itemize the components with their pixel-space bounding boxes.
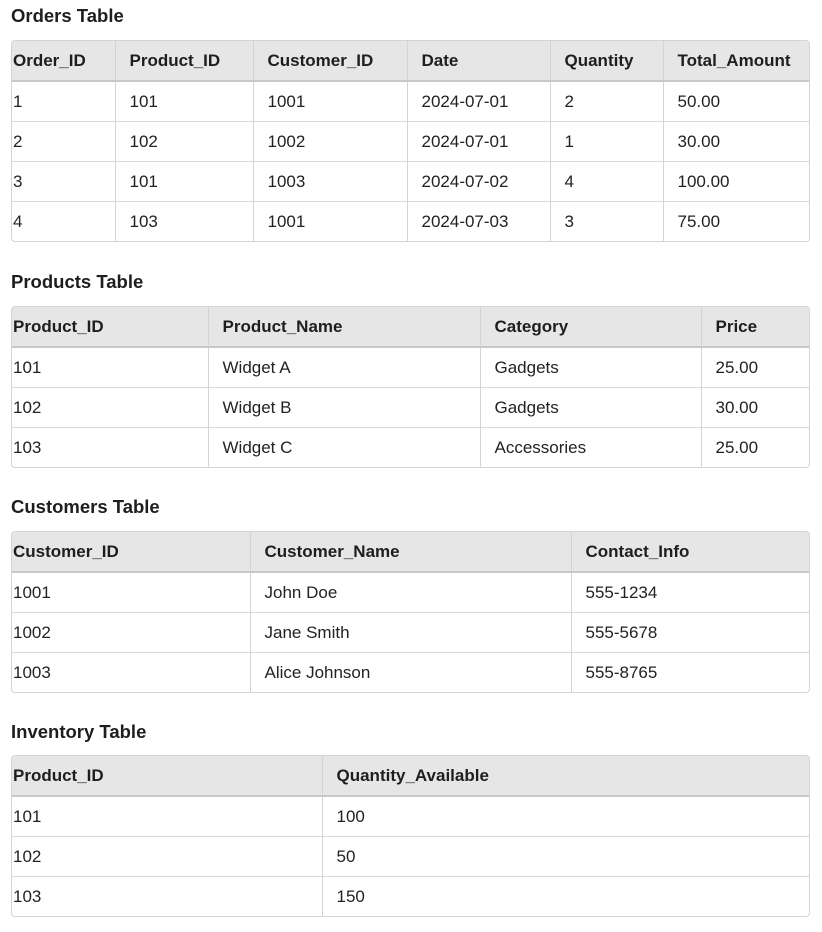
table-cell: 1001	[253, 81, 407, 122]
table-cell: 1001	[12, 572, 250, 613]
table-cell: 75.00	[663, 202, 809, 242]
table-row	[12, 162, 809, 202]
table-cell: 555-1234	[585, 582, 658, 602]
customers-table	[12, 532, 809, 692]
table-row	[12, 202, 809, 242]
table-row	[12, 388, 809, 428]
table-cell: Jane Smith	[250, 613, 571, 653]
inventory-col-quantity-available: Quantity_Available	[322, 756, 809, 796]
customers-col-contact-info: Contact_Info	[571, 532, 809, 572]
table-cell: 4	[12, 202, 115, 242]
table-row	[12, 347, 809, 388]
orders-col-total-amount: Total_Amount	[663, 41, 809, 81]
table-cell: 102	[12, 837, 322, 877]
customers-header-row	[12, 532, 809, 572]
table-cell: 50	[322, 837, 809, 877]
table-row	[12, 796, 809, 837]
orders-col-product-id: Product_ID	[115, 41, 253, 81]
table-row	[12, 572, 809, 613]
table-row	[12, 877, 809, 917]
customers-col-customer-name: Customer_Name	[250, 532, 571, 572]
table-cell: 1	[12, 81, 115, 122]
products-table-wrapper	[11, 306, 810, 468]
table-cell: 101	[12, 347, 208, 388]
table-cell: 1003	[253, 162, 407, 202]
inventory-table-title: Inventory Table	[11, 721, 147, 742]
table-row	[12, 837, 809, 877]
orders-section	[11, 1, 811, 242]
products-col-product-id: Product_ID	[12, 307, 208, 347]
table-cell: 4	[550, 162, 663, 202]
inventory-header-row	[12, 756, 809, 796]
table-cell: 101	[12, 796, 322, 837]
orders-table	[12, 41, 809, 241]
orders-col-date: Date	[407, 41, 550, 81]
table-cell: Widget B	[208, 388, 480, 428]
inventory-table-wrapper	[11, 755, 810, 917]
table-cell: 101	[115, 162, 253, 202]
table-cell: 2024-07-01	[407, 81, 550, 122]
table-cell: 2024-07-03	[407, 202, 550, 242]
table-cell: John Doe	[250, 572, 571, 613]
table-cell: Widget A	[208, 347, 480, 388]
table-row	[12, 653, 809, 693]
table-cell: 100.00	[663, 162, 809, 202]
customers-table-title: Customers Table	[11, 496, 160, 517]
table-cell: 25.00	[701, 428, 809, 468]
table-cell: 2	[12, 122, 115, 162]
orders-header-row	[12, 41, 809, 81]
table-cell: 1	[550, 122, 663, 162]
customers-section	[11, 492, 811, 693]
table-cell: 100	[336, 806, 365, 826]
table-cell: 555-5678	[571, 613, 809, 653]
orders-col-order-id: Order_ID	[12, 41, 115, 81]
products-header-row	[12, 307, 809, 347]
products-section	[11, 267, 811, 468]
table-row	[12, 122, 809, 162]
customers-col-customer-id: Customer_ID	[12, 532, 250, 572]
inventory-section	[11, 717, 811, 917]
table-cell: 2024-07-02	[407, 162, 550, 202]
table-cell: 1003	[12, 653, 250, 693]
table-cell: 25.00	[715, 357, 759, 377]
table-cell: 102	[115, 122, 253, 162]
table-cell: 101	[115, 81, 253, 122]
table-cell: 30.00	[701, 388, 809, 428]
table-cell: Gadgets	[480, 347, 701, 388]
table-cell: 103	[12, 428, 208, 468]
table-cell: 555-8765	[571, 653, 809, 693]
products-col-product-name: Product_Name	[208, 307, 480, 347]
orders-table-wrapper	[11, 40, 810, 242]
table-cell: Gadgets	[480, 388, 701, 428]
products-col-category: Category	[480, 307, 701, 347]
table-cell: 50.00	[677, 91, 721, 111]
table-row	[12, 81, 809, 122]
table-cell: Alice Johnson	[250, 653, 571, 693]
table-cell: 3	[12, 162, 115, 202]
table-cell: 2	[550, 81, 663, 122]
table-row	[12, 613, 809, 653]
table-cell: 30.00	[663, 122, 809, 162]
table-cell: 102	[12, 388, 208, 428]
table-cell: 1002	[12, 613, 250, 653]
table-cell: 1001	[253, 202, 407, 242]
inventory-col-product-id: Product_ID	[12, 756, 322, 796]
table-cell: 1002	[253, 122, 407, 162]
products-col-price: Price	[701, 307, 809, 347]
table-cell: 2024-07-01	[407, 122, 550, 162]
table-cell: Accessories	[480, 428, 701, 468]
table-cell: 150	[322, 877, 809, 917]
products-table-title: Products Table	[11, 271, 144, 292]
table-row	[12, 428, 809, 468]
table-cell: 103	[115, 202, 253, 242]
orders-table-title: Orders Table	[11, 5, 124, 26]
orders-col-quantity: Quantity	[550, 41, 663, 81]
orders-col-customer-id: Customer_ID	[253, 41, 407, 81]
inventory-table	[12, 756, 809, 916]
products-table	[12, 307, 809, 467]
table-cell: Widget C	[208, 428, 480, 468]
customers-table-wrapper	[11, 531, 810, 693]
table-cell: 3	[550, 202, 663, 242]
table-cell: 103	[12, 877, 322, 917]
